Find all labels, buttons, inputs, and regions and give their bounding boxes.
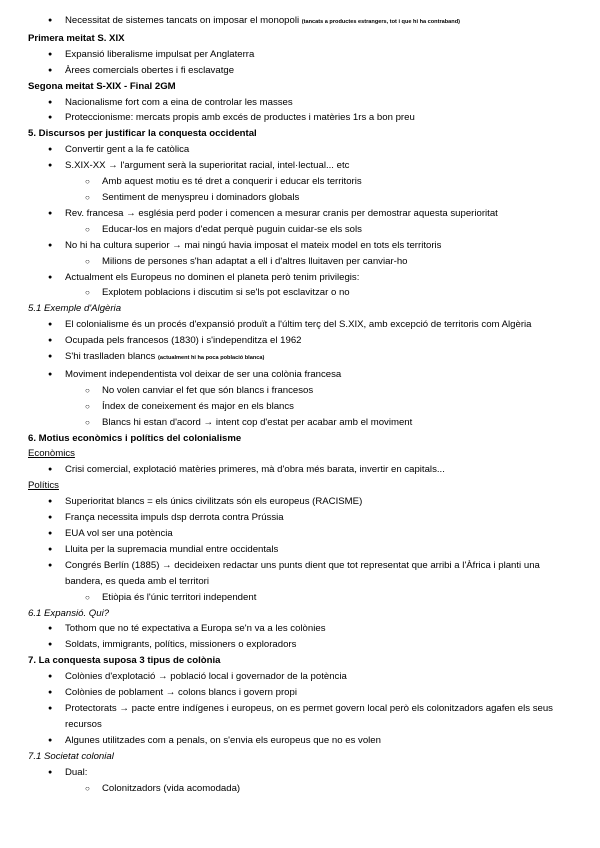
section-heading: 5. Discursos per justificar la conquesta occidental: [28, 128, 257, 140]
list-item: ● Expansió liberalisme impulsat per Anglaterra: [28, 47, 572, 63]
list-item: ● Tothom que no té expectativa a Europa se'n va a les colònies: [28, 621, 572, 637]
list-item: ● Colònies d'explotació → població local i governador de la potència: [28, 669, 572, 685]
list-item: ● Colònies de poblament → colons blancs i govern propi: [28, 685, 572, 701]
list-item: ● Moviment independentista vol deixar de ser una colònia francesa: [28, 367, 572, 383]
list-item: ● França necessita impuls dsp derrota contra Prússia: [28, 510, 572, 526]
list-item: ● Àrees comercials obertes i fi esclavatge: [28, 63, 572, 79]
category-heading: Polítics: [28, 480, 59, 492]
list-item: ● Protectorats → pacte entre indígenes i europeus, on es permet govern local però els colonitzadors agafen els seus recursos: [28, 701, 572, 733]
sub-list-item: ○ Etiòpia és l'únic territori independent: [28, 590, 572, 606]
list-item: ● EUA vol ser una potència: [28, 526, 572, 542]
list-item: ● Proteccionisme: mercats propis amb excés de productes i matèries 1rs a bon preu: [28, 110, 572, 126]
section-heading: Primera meitat S. XIX: [28, 32, 125, 44]
list-item: ● Algunes utilitzades com a penals, on s'envia els europeus que no es volen: [28, 733, 572, 749]
list-item: ● Nacionalisme fort com a eina de controlar les masses: [28, 95, 572, 111]
list-item: ● S'hi traslladen blancs (actualment hi ha poca població blanca): [28, 349, 572, 367]
list-item: ● Superioritat blancs = els únics civilitzats són els europeus (RACISME): [28, 494, 572, 510]
list-item: ● S.XIX-XX → l'argument serà la superioritat racial, intel·lectual... etc: [28, 158, 572, 174]
section-heading: 6. Motius econòmics i polítics del colonialisme: [28, 432, 242, 444]
list-item: ● Crisi comercial, explotació matèries primeres, mà d'obra més barata, invertir en capitals...: [28, 462, 572, 478]
sub-list-item: ○ Índex de coneixement és major en els blancs: [28, 399, 572, 415]
list-item: ● Actualment els Europeus no dominen el planeta però tenim privilegis:: [28, 270, 572, 286]
list-item: ● Rev. francesa → església perd poder i comencen a mesurar cranis per demostrar aquesta superioritat: [28, 206, 572, 222]
list-item: ● Soldats, immigrants, polítics, missioners o exploradors: [28, 637, 572, 653]
list-item: ● Congrés Berlín (1885) → decideixen redactar uns punts dient que tot representat que arribi a l'Àfrica i planti una bandera, es queda amb el territori: [28, 558, 572, 590]
sub-list-item: ○ Colonitzadors (vida acomodada): [28, 781, 572, 797]
inline-note: (tancats a productes estrangers, tot i que hi ha contraband): [301, 19, 460, 25]
list-item: ● Ocupada pels francesos (1830) i s'independitza el 1962: [28, 333, 572, 349]
section-heading: Segona meitat S-XIX - Final 2GM: [28, 80, 176, 92]
list-item: ● Necessitat de sistemes tancats on imposar el monopoli (tancats a productes estrangers, tot i que hi ha contraband): [28, 13, 572, 31]
list-item: ● No hi ha cultura superior → mai ningú havia imposat el mateix model en tots els territoris: [28, 238, 572, 254]
sub-list-item: ○ Blancs hi estan d'acord → intent cop d'estat per acabar amb el moviment: [28, 415, 572, 431]
list-item: ● El colonialisme és un procés d'expansió produït a l'últim terç del S.XIX, amb excepció de territoris com Algèria: [28, 317, 572, 333]
list-item: ● Convertir gent a la fe catòlica: [28, 142, 572, 158]
sub-list-item: ○ Sentiment de menyspreu i dominadors globals: [28, 190, 572, 206]
section-heading: 7. La conquesta suposa 3 tipus de colònia: [28, 655, 221, 667]
sub-list-item: ○ Explotem poblacions i discutim si se'ls pot esclavitzar o no: [28, 285, 572, 301]
sub-list-item: ○ Milions de persones s'han adaptat a ell i d'altres lluitaven per canviar-ho: [28, 254, 572, 270]
subsection-heading: 7.1 Societat colonial: [28, 750, 114, 762]
category-heading: Econòmics: [28, 448, 75, 460]
sub-list-item: ○ Educar-los en majors d'edat perquè puguin cuidar-se els sols: [28, 222, 572, 238]
subsection-heading: 6.1 Expansió. Qui?: [28, 607, 110, 619]
subsection-heading: 5.1 Exemple d'Algèria: [28, 303, 122, 315]
sub-list-item: ○ No volen canviar el fet que són blancs i francesos: [28, 383, 572, 399]
sub-list-item: ○ Amb aquest motiu es té dret a conquerir i educar els territoris: [28, 174, 572, 190]
list-item: ● Lluita per la supremacia mundial entre occidentals: [28, 542, 572, 558]
inline-note: (actualment hi ha poca població blanca): [158, 355, 265, 362]
list-item: ● Dual:: [28, 765, 572, 781]
